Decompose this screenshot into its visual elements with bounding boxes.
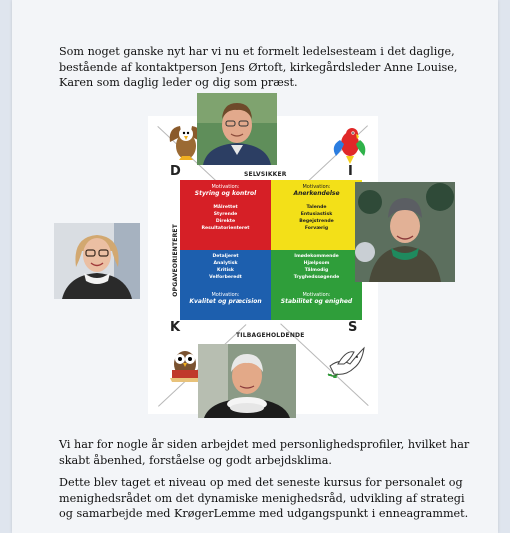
quadrant-k-trait: Detaljeret	[212, 254, 239, 259]
quadrant-i-title: Anerkendelse	[293, 190, 340, 197]
photo-karen	[355, 182, 455, 282]
photo-priest	[198, 344, 296, 418]
axis-label-top: SELVSIKKER	[244, 171, 287, 178]
quadrant-i	[271, 180, 362, 250]
quadrant-k-motivation: Motivation:	[211, 292, 240, 298]
quadrant-s-motivation: Motivation:	[302, 292, 331, 298]
quadrant-d-motivation: Motivation:	[211, 184, 240, 190]
personality-paragraph: Vi har for nogle år siden arbejdet med personlighedsprofiler, hvilket har skabt åbenhed, forståelse og godt arbejdsklima.	[59, 438, 470, 467]
quadrant-s-title: Stabilitet og enighed	[280, 298, 353, 305]
quadrant-d-trait: Styrende	[213, 212, 238, 217]
quadrant-k-title: Kvalitet og præcision	[189, 298, 262, 305]
dove-icon	[324, 344, 368, 382]
quadrant-s-trait: Tålmodig	[304, 268, 329, 273]
intro-paragraph: Som noget ganske nyt har vi nu et formelt ledelsesteam i det daglige, bestående af kontaktperson Jens Ørtoft, kirkegårdsleder Anne Louise, Karen som daglig leder og dig som præst.	[59, 45, 458, 89]
letter-s: S	[348, 320, 358, 335]
quadrant-s-trait: Tryghedssøgende	[293, 275, 340, 280]
quadrant-k-trait: Kritisk	[217, 268, 234, 273]
quadrant-k-trait: Analytisk	[213, 261, 238, 266]
letter-k: K	[170, 320, 181, 335]
quadrant-k	[180, 250, 271, 320]
quadrant-d	[180, 180, 271, 250]
quadrant-i-trait: Begejstrende	[299, 219, 334, 224]
photo-anne-louise	[54, 223, 140, 299]
quadrant-d-trait: Direkte	[215, 219, 236, 224]
course-paragraph: Dette blev taget et niveau op med det seneste kursus for personalet og menighedsrådet om det dynamiske menighedsråd, udvikling af strategi og samarbejde med KrøgerLemme med udgangspunkt i enneagrammet.	[59, 476, 469, 520]
quadrant-k-trait: Velforberedt	[209, 275, 242, 280]
quadrant-d-trait: Målrettet	[213, 205, 238, 210]
quadrant-i-motivation: Motivation:	[302, 184, 331, 190]
photo-jens	[197, 93, 277, 165]
quadrant-s	[271, 250, 362, 320]
quadrant-i-trait: Talende	[306, 205, 327, 210]
document-page	[12, 0, 498, 533]
quadrant-d-title: Styring og kontrol	[194, 190, 257, 197]
letter-i: I	[348, 164, 353, 179]
parrot-icon	[328, 122, 370, 164]
quadrant-i-trait: Entusiastisk	[300, 212, 333, 217]
axis-label-left: OPGAVEORIENTERET	[172, 224, 179, 297]
axis-label-bottom: TILBAGEHOLDENDE	[236, 332, 305, 339]
quadrant-i-trait: Forværig	[304, 226, 329, 231]
quadrant-d-trait: Resultatorienteret	[201, 226, 250, 231]
quadrant-s-trait: Imødekommende	[294, 254, 339, 259]
quadrant-s-trait: Hjælpsom	[303, 261, 330, 266]
letter-d: D	[170, 164, 181, 179]
